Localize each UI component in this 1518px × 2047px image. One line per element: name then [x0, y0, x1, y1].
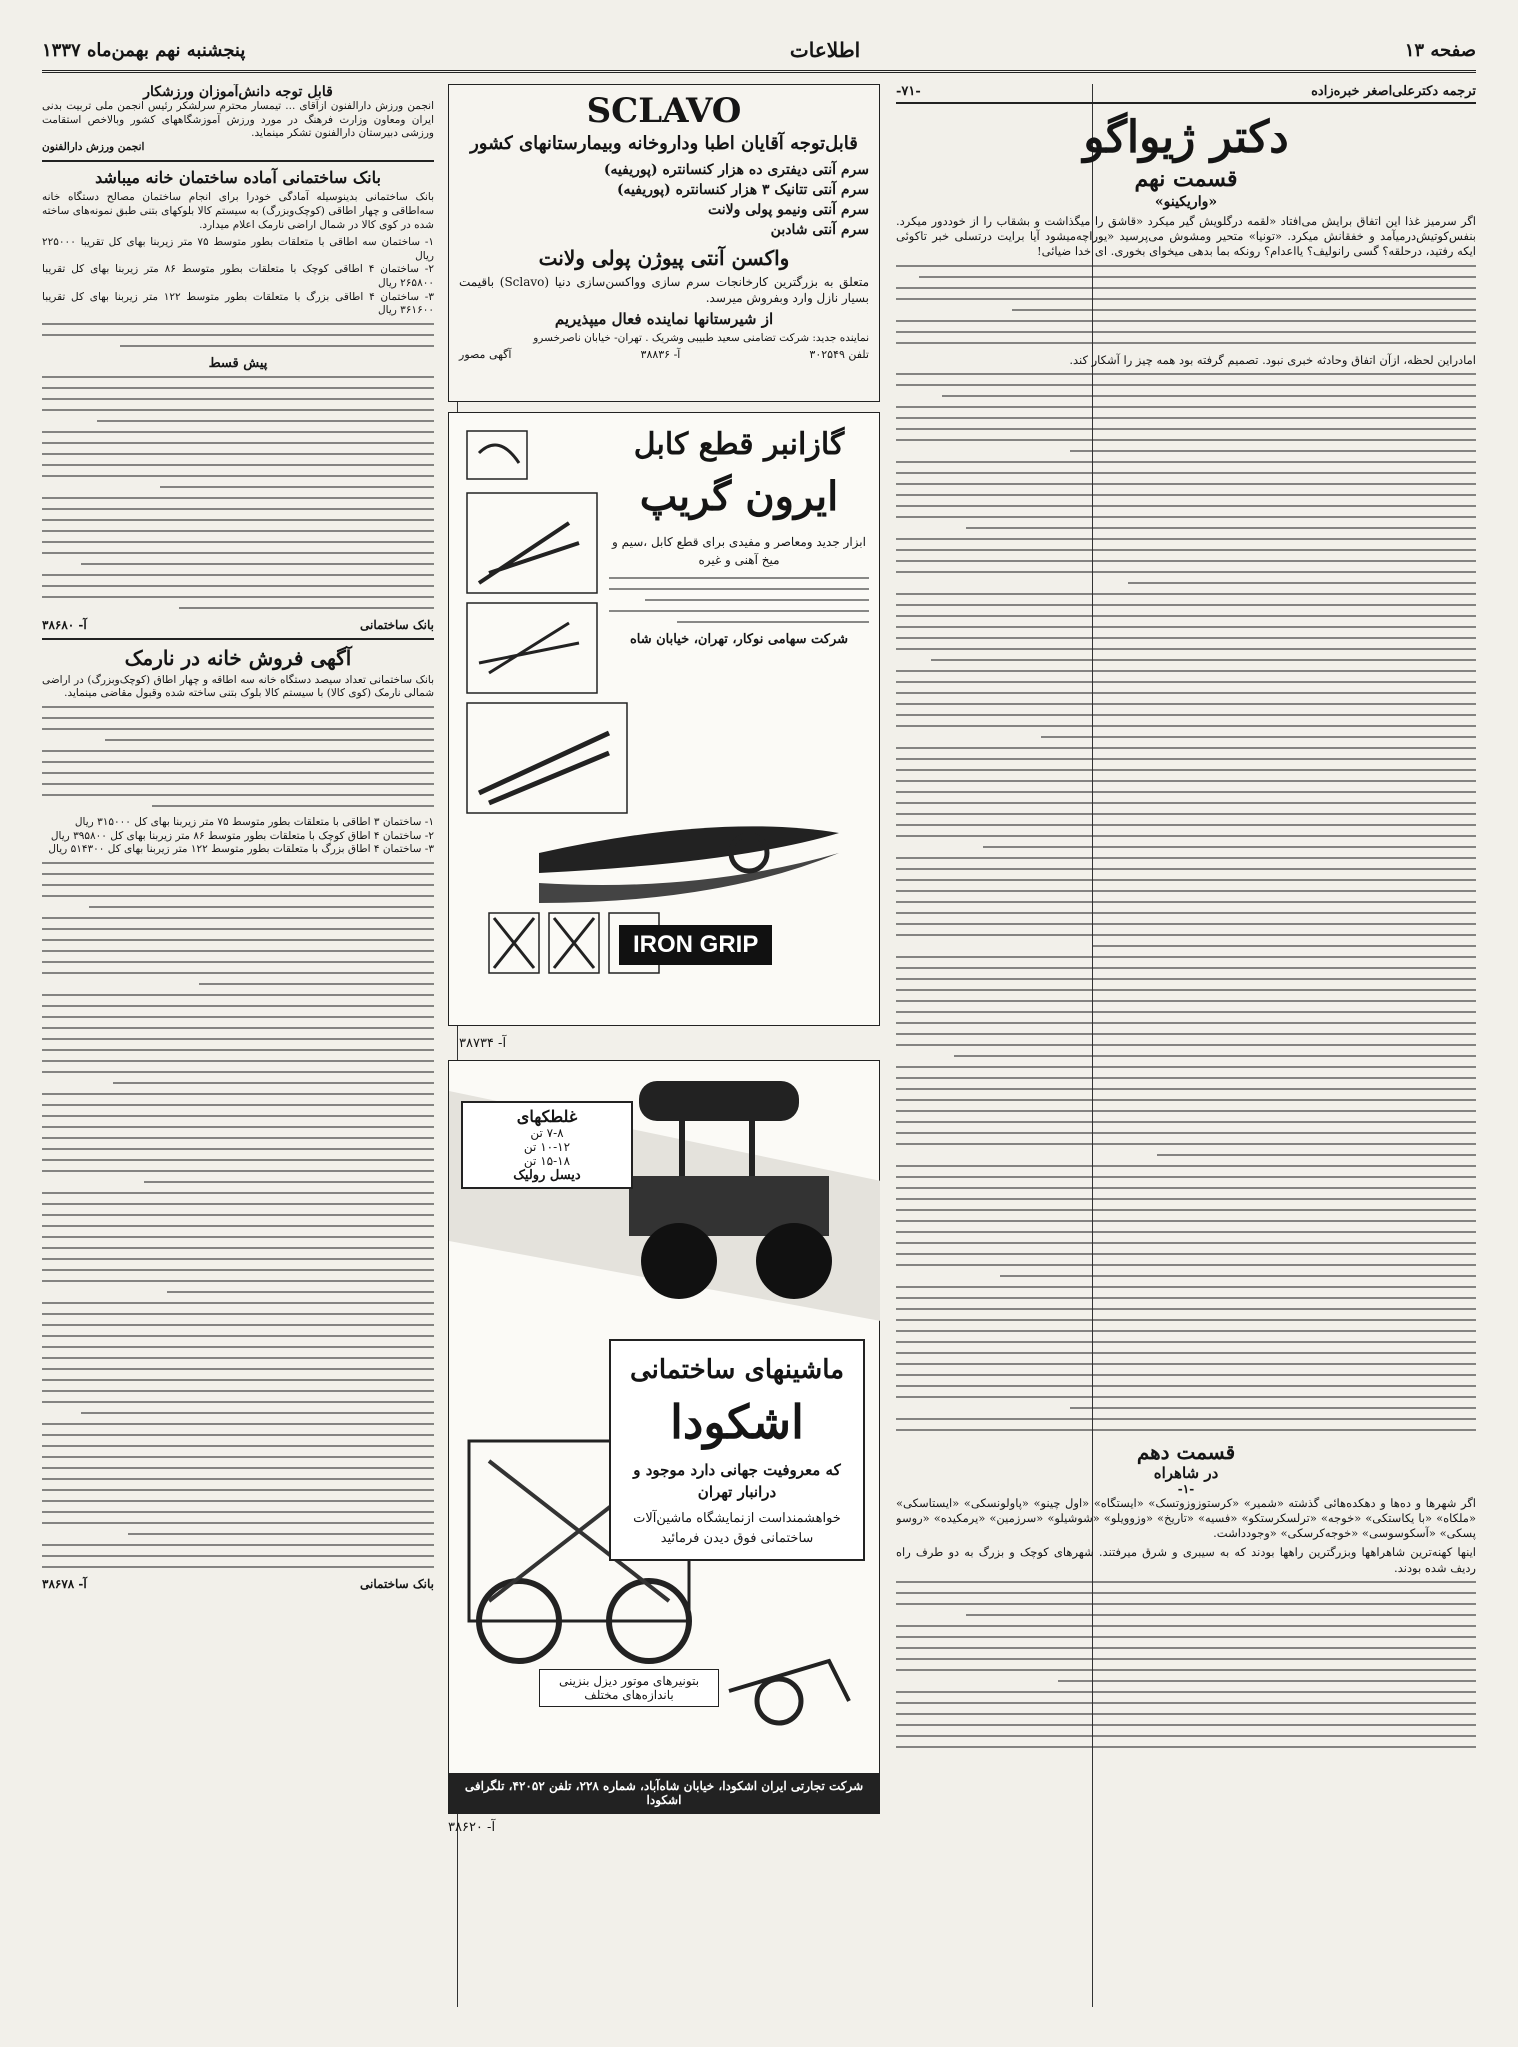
price-item: ۱- ساختمان سه اطاقی با متعلقات بطور متوسط ۷۵ متر زیربنا بهای کل تقریبا ۲۲۵۰۰۰ ریال	[42, 236, 434, 262]
rollers-brand: دیسل رولیک	[513, 1168, 581, 1183]
page-header	[42, 30, 1476, 73]
roller-post	[749, 1121, 755, 1181]
hand-icon	[479, 445, 519, 463]
text-block	[896, 373, 1476, 1431]
sclavo-vaccine: واکسن آنتی پیوژن پولی ولانت	[538, 246, 790, 270]
sale-ad-sign: بانک ساختمانی	[360, 1576, 434, 1591]
skoda-company: شرکت تجارتی ایران اشکودا، خیابان شاه‌آباد، شماره ۲۲۸، تلفن ۴۲۰۵۲، تلگرافی اشکودا	[449, 1773, 879, 1813]
text-block	[42, 323, 434, 347]
sclavo-phone: تلفن ۳۰۲۵۴۹	[809, 347, 869, 361]
price-item: ۱- ساختمان ۳ اطاقی با متعلقات بطور متوسط ۷۵ متر زیربنا بهای کل ۳۱۵۰۰۰ ریال	[74, 815, 434, 828]
story-paragraph: اینها کهنه‌ترین شاهراهها وبزرگترین راهها بودند که به سیبری و شرق میرفتند. شهرهای کوچک و بزرگ به دو طرف راه ردیف شده بودند.	[896, 1545, 1476, 1575]
bank-ad-title: بانک ساختمانی آماده ساختمان خانه میباشد	[95, 168, 381, 188]
bank-ad-sign: بانک ساختمانی	[360, 617, 434, 632]
notice-body: انجمن ورزش دارالفنون ازآقای ... تیمسار محترم سرلشکر رئیس انجمن ملی تربیت بدنی ایران ومعاون وزارت فرهنگ در مورد ورزش آموزشگاههای کشور وبالاخص استقامت ورزشی دبیرستان دارالفنون تشکر مینماید.	[42, 100, 434, 140]
price-item: ۳- ساختمان ۴ اطاق بزرگ با متعلقات بطور متوسط ۱۲۲ متر زیربنا بهای کل ۵۱۴۳۰۰ ریال	[48, 843, 434, 856]
sale-ad-title: آگهی فروش خانه در نارمک	[124, 645, 352, 670]
issue-date: پنجشنبه نهم بهمن‌ماه ۱۳۳۷	[42, 39, 246, 61]
sclavo-headline: قابل‌توجه آقایان اطبا وداروخانه وبیمارستانهای کشور	[470, 133, 858, 154]
text-block	[42, 862, 434, 1568]
notice-sign: انجمن ورزش دارالفنون	[42, 140, 145, 153]
irongrip-code: آ- ۳۸۷۳۴	[459, 1036, 507, 1051]
small-mixer-wheel-icon	[757, 1679, 801, 1723]
roller-post	[679, 1121, 685, 1181]
section-subtitle: در شاهراه	[1153, 1463, 1219, 1482]
sale-ad-body: بانک ساختمانی تعداد سیصد دستگاه خانه سه اطاقه و چهار اطاق (کوچک‌وبزرگ) در اراضی شمالی نارمک (کوی کالا) با سیستم کالا بلوک بتنی ساخته شده وقبول مقاضی مینماید.	[42, 673, 434, 700]
prepay-heading: پیش قسط	[208, 355, 268, 371]
skoda-text-box	[609, 1339, 865, 1561]
rollers-box	[461, 1101, 633, 1189]
sclavo-brand: SCLAVO	[586, 91, 742, 131]
price-item: ۲- ساختمان ۴ اطاق کوچک با متعلقات بطور متوسط ۸۶ متر زیربنا بهای کل ۳۹۵۸۰۰ ریال	[50, 829, 434, 842]
price-item: ۲- ساختمان ۴ اطاقی کوچک با متعلقات بطور متوسط ۸۶ متر زیربنا بهای کل تقریبا ۲۶۵۸۰۰ ریال	[42, 263, 434, 289]
skoda-body: درانبار تهران	[697, 1483, 777, 1501]
price-item: ۳- ساختمان ۴ اطاقی بزرگ با متعلقات بطور متوسط ۱۲۲ متر زیربنا بهای کل تقریبا ۳۶۱۶۰۰ ریال	[42, 290, 434, 317]
section-number: -۱-	[1177, 1481, 1195, 1496]
story-subtitle: «واریکینو»	[1154, 194, 1218, 210]
newspaper-name: اطلاعات	[789, 38, 861, 62]
skoda-ad	[448, 1060, 880, 1814]
step-1-frame	[467, 431, 527, 479]
sclavo-body: متعلق به بزرگترین کارخانجات سرم سازی وواکسن‌سازی دنیا (Sclavo) باقیمت بسیار نازل وارد وبفروش میرسد.	[459, 275, 869, 305]
page-number: صفحه ۱۳	[1404, 39, 1476, 61]
cutter-icon	[479, 733, 609, 803]
roller-size: ۱۰-۱۲ تن	[523, 1140, 571, 1154]
episode-number: -۷۱-	[896, 84, 921, 99]
irongrip-ad	[448, 412, 880, 1051]
sale-ad-code: آ- ۳۸۶۷۸	[42, 1576, 87, 1591]
skoda-body: خواهشمنداست ازنمایشگاه ماشین‌آلات ساختمانی فوق دیدن فرمائید	[633, 1511, 841, 1546]
story-column	[896, 84, 1476, 2007]
rollers-title: غلطکهای	[516, 1107, 578, 1126]
skoda-code: آ- ۳۸۶۲۰	[448, 1820, 496, 1835]
story-paragraph: امادراین لحظه، ازآن اتفاق وحادثه خبری نبود. تصمیم گرفته بود همه چیز را آشکار کند.	[1069, 352, 1476, 367]
sclavo-ad	[448, 84, 880, 402]
notice-title: قابل توجه دانش‌آموزان ورزشکار	[143, 84, 333, 100]
notices-column	[42, 84, 434, 2007]
skoda-title: ماشینهای ساختمانی	[629, 1355, 845, 1385]
text-block	[896, 1581, 1476, 1748]
roller-size: ۷-۸ تن	[530, 1126, 564, 1140]
story-part: قسمت نهم	[1134, 166, 1238, 192]
section-title: قسمت دهم	[1136, 1439, 1236, 1464]
roller-size: ۱۵-۱۸ تن	[523, 1154, 571, 1168]
story-paragraph: اگر شهرها و ده‌ها و دهکده‌هائی گذشته «شمیر» «کرستوزوزوتسک» «ایستگاه» «اول چینو» «پاولونسکی» «ایستاسکی» «ملکاه» «با یکاستکی» «خوجه» «ترلسکرستکو» «فسیه» «تاریخ» «وزوویلو» «شوشیلو» «سرزمین» «یرمکیده» «روسو پسکی» «آسکوسوسی» «خوجه‌کرسکی» «وجودداشت.	[896, 1495, 1476, 1541]
bank-ad-code: آ- ۳۸۶۸۰	[42, 617, 87, 632]
irongrip-body: ابزار جدید ومعاصر و مفیدی برای قطع کابل ،سیم و میخ آهنی و غیره	[612, 535, 866, 567]
sclavo-item: سرم آنتی ونیمو پولی ولانت	[708, 202, 869, 218]
cable-icon	[479, 623, 579, 673]
skoda-body: که معروفیت جهانی دارد موجود و	[633, 1461, 841, 1479]
sclavo-rep-line: از شیرستانها نماینده فعال میپذیریم	[554, 310, 774, 328]
text-block	[42, 706, 434, 807]
sclavo-item: سرم آنتی شادبن	[770, 222, 869, 238]
step-3-frame	[467, 603, 597, 693]
bank-ad-body: بانک ساختمانی بدینوسیله آمادگی خودرا برای انجام ساختمان مصالح دستگاه خانه سه‌اطاقی و چهار اطاقی (کوچک‌وبزرگ) به سیستم کالا بلوکهای بتنی طبق نمونه‌های ساخته شده در کوی کالا در شمال اراضی نارمک اعلام میدارد.	[42, 191, 434, 231]
irongrip-title-brand: ایرون گریپ	[639, 473, 839, 520]
irongrip-title: گازانبر قطع کابل	[633, 427, 845, 462]
irongrip-brand-badge: IRON GRIP	[619, 925, 772, 965]
roller-drum-icon	[641, 1223, 717, 1299]
text-block	[896, 265, 1476, 344]
story-paragraph: اگر سرمیز غذا این اتفاق برایش می‌افتاد «لقمه درگلویش گیر میکرد «قاشق را میگذاشت و بشقاب را از خوددور میکرد. بنفس‌کوتیش‌درمیآمد و خفقانش میکرد. «تونیا» متحیر ومشوش می‌پرسید «یوراچه‌میشود آیا برایت درتسلی خبر تاکوئی ایکه رفتید، درحلقه؟ گسی رانولیف؟ یااعدام؟ رونکه بما بدهی میخوای بخوری. ای خدا ضیائی!	[896, 214, 1476, 259]
skoda-engine-note: بتونیرهای موتور دیزل بنزینی باندازه‌های مختلف	[539, 1669, 719, 1707]
cross-icon	[494, 918, 594, 968]
text-block	[42, 376, 434, 609]
sclavo-address: نماینده جدید: شرکت تضامنی سعید طبیبی وشریک . تهران- خیابان ناصرخسرو	[533, 332, 869, 344]
irongrip-seller: شرکت سهامی نوکار، تهران، خیابان شاه	[629, 632, 849, 647]
roller-canopy-icon	[639, 1081, 799, 1121]
roller-drum-icon	[756, 1223, 832, 1299]
skoda-brand: اشکودا	[670, 1395, 804, 1449]
translator-credit: ترجمه دکترعلی‌اصغر خبره‌زاده	[1311, 84, 1476, 99]
pliers-icon	[479, 523, 579, 583]
story-title: دکتر ژیواگو	[1083, 112, 1289, 163]
sclavo-item: سرم آنتی تتانیک ۳ هزار کنسانتره (پوریفیه)	[616, 182, 869, 198]
sclavo-code: آ- ۳۸۸۳۶	[640, 347, 681, 361]
ads-column	[448, 84, 880, 2007]
sclavo-agency: آگهی مصور	[459, 347, 512, 361]
sclavo-item: سرم آنتی دیفتری ده هزار کنسانتره (پوریفیه)	[603, 162, 869, 178]
